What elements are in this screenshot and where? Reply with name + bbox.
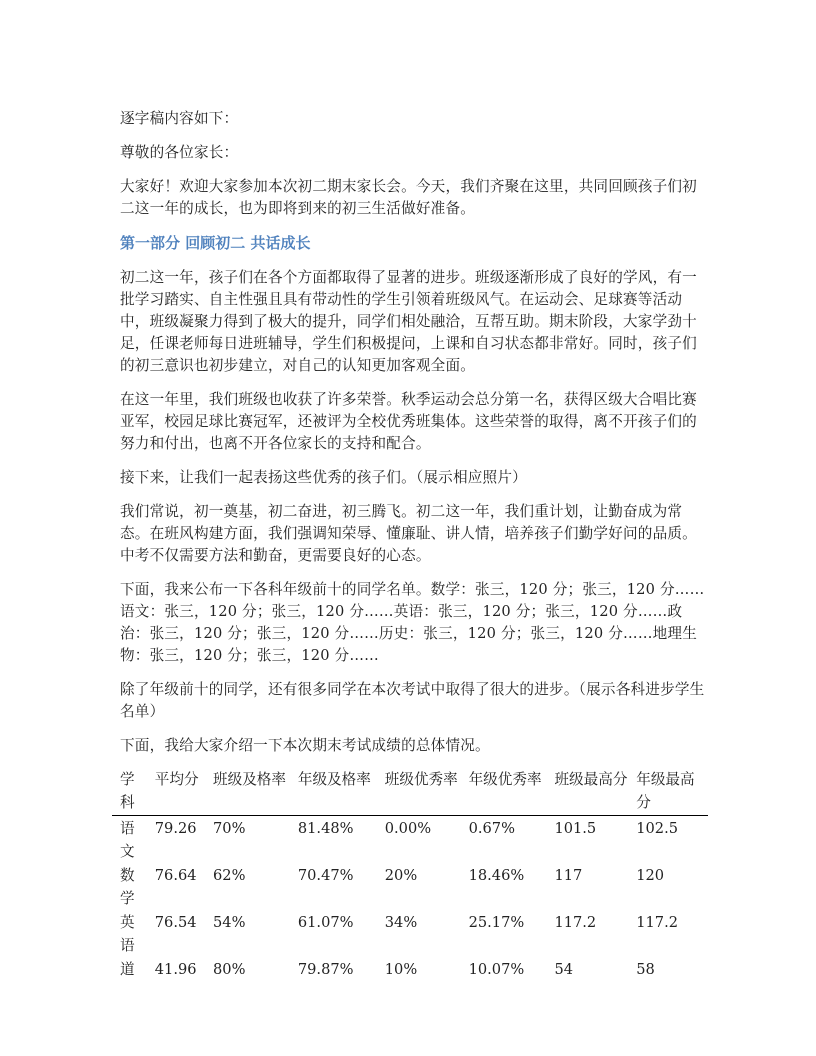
table-cell: 70.47% <box>297 867 354 884</box>
table-cell: 58 <box>636 961 655 978</box>
header-cell: 平均分 <box>147 768 205 816</box>
table-cell: 25.17% <box>468 914 525 931</box>
table-cell: 54 <box>554 961 574 978</box>
table-cell: 62% <box>213 867 246 884</box>
table-cell: 20% <box>384 867 418 884</box>
paragraph-improvement: 除了年级前十的同学，还有很多同学在本次考试中取得了很大的进步。（展示各科进步学生名单） <box>120 681 705 720</box>
table-cell: 0.67% <box>468 820 515 837</box>
table-cell: 0.00% <box>384 820 432 837</box>
table-cell: 102.5 <box>636 820 678 837</box>
intro-line: 逐字稿内容如下： <box>120 110 239 127</box>
table-row <box>112 910 708 957</box>
header-cell: 班级及格率 <box>205 768 290 816</box>
table-cell: 101.5 <box>554 820 597 837</box>
header-cell: 学科 <box>112 768 147 816</box>
table-cell: 英语 <box>120 914 135 954</box>
table-cell: 18.46% <box>468 867 525 884</box>
paragraph-progress: 初二这一年，孩子们在各个方面都取得了显著的进步。班级逐渐形成了良好的学风，有一批学习踏实、自主性强且具有带动性的学生引领着班级风气。在运动会、足球赛等活动中，班级凝聚力得到了极大的提升，同学们相处融洽，互帮互助。期末阶段，大家学劲十足，任课老师每日进班辅导，学生们积极提问，上课和自习状态都非常好。同时，孩子们的初三意识也初步建立，对自己的认知更加客观全面。 <box>120 269 697 374</box>
table-cell: 79.87% <box>297 961 354 978</box>
table-cell: 数学 <box>120 867 135 907</box>
header-cell: 班级最高分 <box>546 768 628 816</box>
table-cell: 80% <box>213 961 246 978</box>
salutation: 尊敬的各位家长： <box>120 144 239 161</box>
table-cell: 道 <box>120 961 135 978</box>
score-table <box>112 768 708 981</box>
table-row <box>112 863 708 910</box>
table-cell: 61.07% <box>297 914 354 931</box>
table-cell: 81.48% <box>297 820 354 837</box>
table-cell: 70% <box>213 820 246 837</box>
paragraph-motto: 我们常说，初一奠基，初二奋进，初三腾飞。初二这一年，我们重计划，让勤奋成为常态。在班风构建方面，我们强调知荣辱、懂廉耻、讲人情，培养孩子们勤学好问的品质。中考不仅需要方法和勤奋，更需要良好的心态。 <box>120 503 697 564</box>
table-row <box>112 957 708 981</box>
paragraph-top-ten: 下面，我来公布一下各科年级前十的同学名单。数学：张三，120 分；张三，120 分……语文：张三，120 分；张三，120 分……英语：张三，120 分；张三，120 分……政治：张三，120 分；张三，120 分……历史：张三，120 分；张三，120 分……地理生物：张三，120 分；张三，120 分…… <box>120 581 705 664</box>
paragraph-praise: 接下来，让我们一起表扬这些优秀的孩子们。（展示相应照片） <box>120 469 527 486</box>
header-cell: 年级优秀率 <box>461 768 547 816</box>
table-header-row <box>112 768 708 816</box>
table-cell: 41.96 <box>154 961 197 978</box>
table-cell: 76.54 <box>154 914 197 931</box>
table-cell: 117 <box>554 867 583 884</box>
header-cell: 年级及格率 <box>290 768 377 816</box>
header-cell: 班级优秀率 <box>377 768 461 816</box>
table-cell: 34% <box>384 914 418 931</box>
table-cell: 120 <box>636 867 665 884</box>
table-cell: 76.64 <box>154 867 197 884</box>
table-cell: 语文 <box>120 820 135 860</box>
table-cell: 117.2 <box>636 914 678 931</box>
paragraph-honors: 在这一年里，我们班级也收获了许多荣誉。秋季运动会总分第一名，获得区级大合唱比赛亚军，校园足球比赛冠军，还被评为全校优秀班集体。这些荣誉的取得，离不开孩子们的努力和付出，也离不开各位家长的支持和配合。 <box>120 391 697 452</box>
table-cell: 54% <box>213 914 246 931</box>
table-cell: 117.2 <box>554 914 597 931</box>
table-cell: 10.07% <box>468 961 525 978</box>
table-cell: 79.26 <box>154 820 197 837</box>
table-cell: 10% <box>384 961 418 978</box>
section-heading: 第一部分 回顾初二 共话成长 <box>120 234 311 252</box>
table-row <box>112 816 708 864</box>
paragraph-overview: 下面，我给大家介绍一下本次期末考试成绩的总体情况。 <box>120 737 490 754</box>
header-cell: 年级最高分 <box>628 768 708 816</box>
document-body <box>120 108 708 981</box>
welcome-paragraph: 大家好！欢迎大家参加本次初二期末家长会。今天，我们齐聚在这里，共同回顾孩子们初二这一年的成长，也为即将到来的初三生活做好准备。 <box>120 178 697 217</box>
